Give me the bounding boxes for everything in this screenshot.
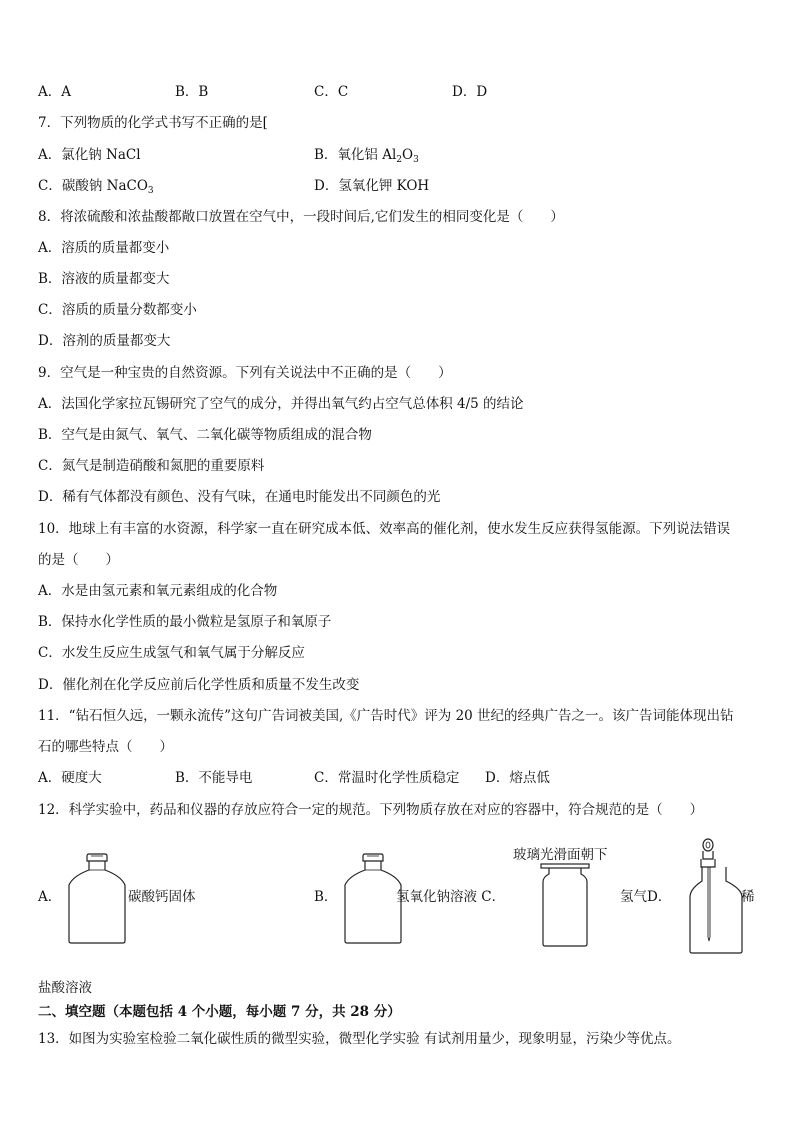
q8-option-d: D．溶剂的质量都变大 (38, 333, 171, 349)
q12-c-substance: 氢气D． (620, 889, 672, 905)
q10-stem-line1: 10．地球上有丰富的水资源，科学家一直在研究成本低、效率高的催化剂，使水发生反应获得氢能源。下列说法错误 (38, 521, 731, 537)
q11-option-d: D．熔点低 (485, 770, 550, 786)
q6-option-a: A．A (38, 84, 71, 100)
q9-option-d: D．稀有气体都没有颜色、没有气味，在通电时能发出不同颜色的光 (38, 489, 441, 505)
q7-option-d: D．氢氧化钾 KOH (314, 178, 430, 194)
q12-label-b: B． (314, 889, 338, 905)
q6-option-c: C．C (314, 84, 349, 100)
gas-jar-c-icon (541, 864, 591, 948)
q8-stem: 8．将浓硫酸和浓盐酸都敞口放置在空气中，一段时间后,它们发生的相同变化是（ ） (38, 209, 564, 225)
q9-stem: 9．空气是一种宝贵的自然资源。下列有关说法中不正确的是（ ） (38, 365, 452, 381)
q12-stem: 12．科学实验中，药品和仪器的存放应符合一定的规范。下列物质存放在对应的容器中，符合规范的是（ ） (38, 802, 704, 818)
q11-stem-line2: 石的哪些特点（ ） (38, 739, 173, 755)
section-title: 二、填空题（本题包括 4 个小题，每小题 7 分，共 28 分） (38, 1004, 401, 1020)
q10-stem-line2: 的是（ ） (38, 552, 119, 568)
q10-option-b: B．保持水化学性质的最小微粒是氢原子和氧原子 (38, 614, 332, 630)
q12-label-a: A． (38, 889, 62, 905)
q9-option-c: C．氮气是制造硝酸和氮肥的重要原料 (38, 458, 265, 474)
q10-option-a: A．水是由氢元素和氧元素组成的化合物 (38, 583, 278, 599)
q10-option-d: D．催化剂在化学反应前后化学性质和质量不发生改变 (38, 677, 360, 693)
dropper-bottle-d-icon (686, 837, 746, 955)
q6-option-d: D．D (452, 84, 488, 100)
q12-b-substance: 氢氧化钠溶液 C． (396, 889, 506, 905)
q9-option-b: B．空气是由氮气、氧气、二氧化碳等物质组成的混合物 (38, 427, 372, 443)
q11-option-a: A．硬度大 (38, 770, 102, 786)
q12-c-caption: 玻璃光滑面朝下 (513, 847, 608, 863)
q7-option-b: B．氧化铝 $Al_2O_3$ (314, 147, 419, 165)
q9-option-a: A．法国化学家拉瓦锡研究了空气的成分，并得出氧气约占空气总体积 4/5 的结论 (38, 396, 524, 412)
q12-a-substance: 碳酸钙固体 (128, 889, 196, 905)
q11-stem-line1: 11．“钻石恒久远，一颗永流传”这句广告词被美国,《广告时代》评为 20 世纪的经典广告之一。该广告词能体现出钻 (38, 708, 734, 724)
q7-stem: 7．下列物质的化学式书写不正确的是[ (38, 115, 268, 131)
q12-d-substance: 稀 (741, 889, 755, 905)
q6-option-b: B．B (175, 84, 209, 100)
q7-option-c: C．碳酸钠 NaCO$_3$ (38, 178, 154, 196)
q8-option-b: B．溶液的质量都变大 (38, 271, 170, 287)
reagent-bottle-b-icon (343, 853, 403, 945)
q8-option-c: C．溶质的质量分数都变小 (38, 302, 197, 318)
q12-d-substance-cont: 盐酸溶液 (38, 980, 92, 996)
q8-option-a: A．溶质的质量都变小 (38, 240, 170, 256)
q10-option-c: C．水发生反应生成氢气和氧气属于分解反应 (38, 645, 305, 661)
q7-option-a: A．氯化钠 NaCl (38, 147, 141, 163)
reagent-bottle-a-icon (67, 853, 127, 945)
q11-option-b: B．不能导电 (175, 770, 253, 786)
q11-option-c: C．常温时化学性质稳定 (314, 770, 460, 786)
q13-stem: 13．如图为实验室检验二氧化碳性质的微型实验，微型化学实验 有试剂用量少，现象明显，污染少等优点。 (38, 1031, 681, 1047)
